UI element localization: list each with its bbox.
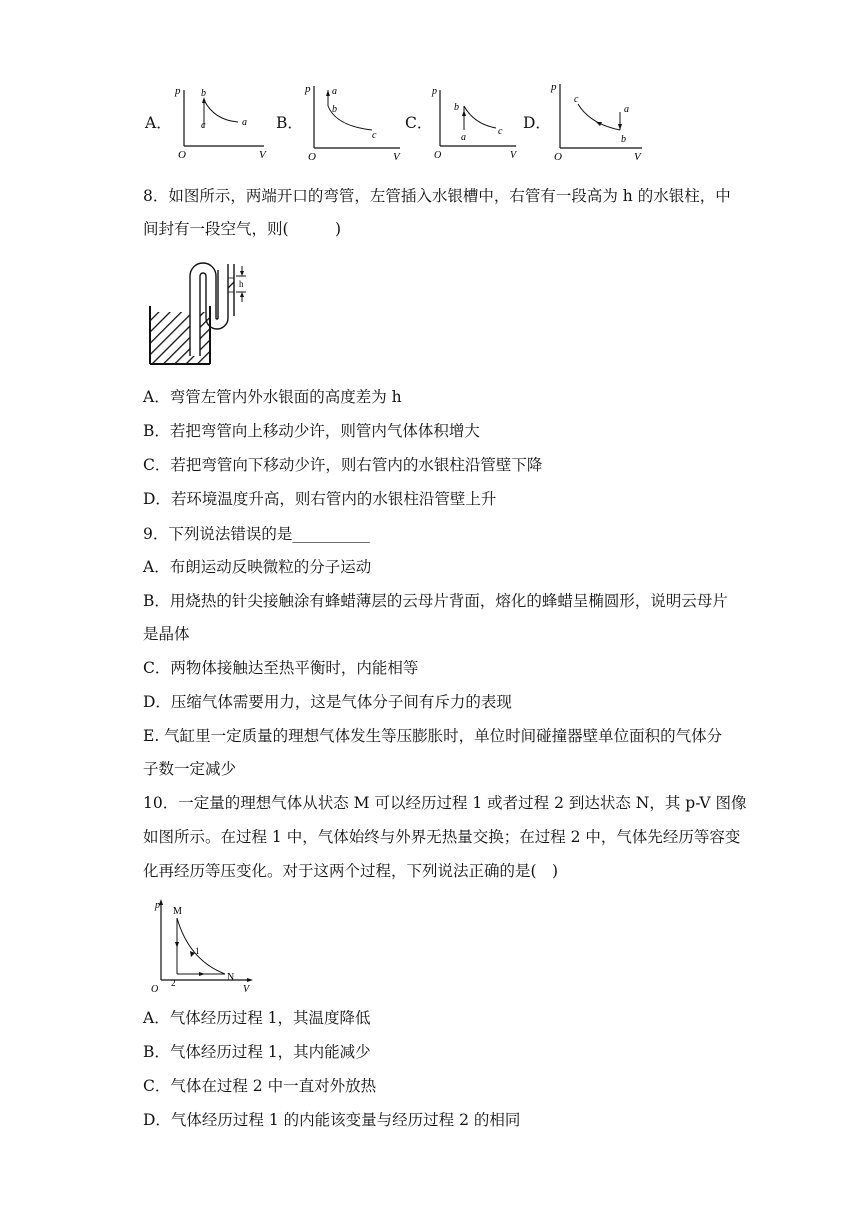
q9-option-b-line2: 是晶体	[143, 625, 190, 643]
q7b-point-a: a	[332, 86, 337, 97]
q10-origin: O	[151, 984, 159, 994]
q10-point-m: M	[173, 906, 182, 917]
q7c-origin: O	[434, 150, 442, 161]
q10-path1-label: 1	[195, 946, 200, 956]
q9-option-c: C．两物体接触达至热平衡时，内能相等	[143, 659, 419, 677]
q7b-point-c: c	[372, 130, 377, 141]
q9-stem: 9．下列说法错误的是__________	[143, 525, 370, 543]
q7a-origin: O	[178, 149, 186, 161]
q10-option-a: A．气体经历过程 1，其温度降低	[143, 1009, 371, 1027]
q8-option-c: C．若把弯管向下移动少许，则右管内的水银柱沿管壁下降	[143, 456, 543, 474]
q7d-point-b: b	[621, 134, 626, 145]
q10-stem-line1: 10．一定量的理想气体从状态 M 可以经历过程 1 或者过程 2 到达状态 N，其 p-V 图像	[143, 794, 747, 812]
q9-option-d: D．压缩气体需要用力，这是气体分子间有斥力的表现	[143, 693, 512, 711]
q7-option-a-label: A．	[145, 114, 172, 132]
q10-stem-line3: 化再经历等压变化。对于这两个过程，下列说法正确的是( )	[143, 862, 559, 880]
q7-option-a-graph	[172, 84, 272, 162]
q7-option-b-label: B．	[276, 114, 303, 132]
q7c-point-a: a	[461, 132, 466, 143]
q10-stem-line2: 如图所示。在过程 1 中，气体始终与外界无热量交换；在过程 2 中，气体先经历等容变	[143, 828, 741, 846]
q7b-origin: O	[308, 151, 316, 163]
q7a-point-b: b	[201, 88, 206, 99]
q8-option-a: A．弯管左管内外水银面的高度差为 h	[143, 388, 402, 406]
q7a-axis-v: V	[259, 149, 266, 161]
q9-option-b-line1: B．用烧热的针尖接触涂有蜂蜡薄层的云母片背面，熔化的蜂蜡呈椭圆形，说明云母片	[143, 592, 728, 610]
q7b-axis-p: p	[305, 83, 311, 95]
q7c-axis-v: V	[510, 150, 517, 161]
q8-figure-h-label: h	[239, 279, 244, 289]
q10-path2-label: 2	[171, 978, 176, 988]
q7b-point-b: b	[332, 104, 337, 115]
q10-option-d: D．气体经历过程 1 的内能该变量与经历过程 2 的相同	[143, 1111, 521, 1129]
q7a-point-a: a	[242, 117, 247, 128]
q7-option-d-label: D．	[523, 114, 551, 132]
q7-option-c-graph	[430, 84, 522, 162]
q8-tube-figure	[146, 256, 256, 368]
q8-stem-line2: 间封有一段空气，则( )	[143, 220, 342, 238]
q7d-point-c: c	[574, 94, 579, 105]
q7c-point-c: c	[498, 126, 503, 137]
q7d-axis-v: V	[634, 151, 641, 163]
q8-stem-line1: 8．如图所示，两端开口的弯管，左管插入水银槽中，右管有一段高为 h 的水银柱，中	[143, 187, 731, 205]
q7-option-d-graph	[548, 78, 648, 164]
q7d-point-a: a	[624, 104, 629, 115]
q7b-axis-v: V	[393, 151, 400, 163]
q10-option-c: C．气体在过程 2 中一直对外放热	[143, 1077, 377, 1095]
q9-option-e-line2: 子数一定减少	[143, 760, 237, 778]
q7c-axis-p: p	[432, 86, 437, 97]
q7d-axis-p: p	[551, 81, 557, 93]
q10-option-b: B．气体经历过程 1，其内能减少	[143, 1043, 371, 1061]
q8-option-b: B．若把弯管向上移动少许，则管内气体体积增大	[143, 422, 480, 440]
q10-axis-v: V	[243, 984, 250, 994]
q7d-origin: O	[554, 151, 562, 163]
q7-option-c-label: C．	[405, 114, 433, 132]
q9-option-a: A．布朗运动反映微粒的分子运动	[143, 558, 372, 576]
q7c-point-b: b	[454, 102, 459, 113]
q10-point-n: N	[227, 972, 235, 983]
q10-pv-figure	[147, 894, 257, 994]
q9-option-e-line1: E. 气缸里一定质量的理想气体发生等压膨胀时，单位时间碰撞器壁单位面积的气体分	[143, 727, 723, 745]
q8-option-d: D．若环境温度升高，则右管内的水银柱沿管壁上升	[143, 490, 497, 508]
q10-axis-p: p	[155, 900, 160, 911]
q7a-axis-p: p	[175, 85, 181, 97]
q7a-point-c: c	[201, 120, 206, 131]
q7-option-b-graph	[302, 80, 406, 164]
